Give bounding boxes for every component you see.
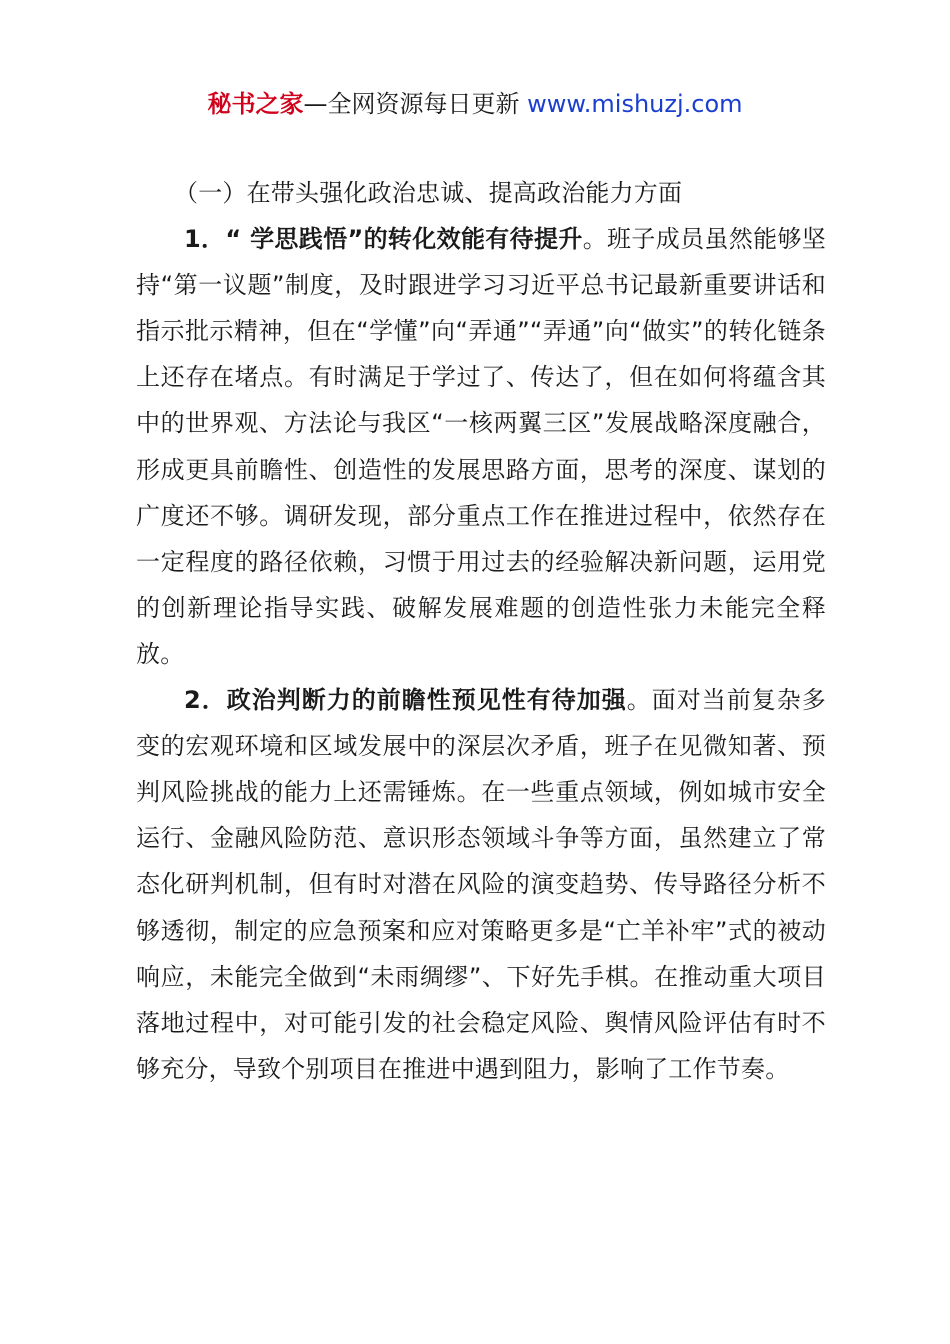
site-url-link[interactable]: www.mishuzj.com: [527, 90, 743, 118]
section-heading: （一）在带头强化政治忠诚、提高政治能力方面: [174, 179, 683, 207]
paragraph-2-body: 。面对当前复杂多变的宏观环境和区域发展中的深层次矛盾，班子在见微知著、预判风险挑战的能力上还需锤炼。在一些重点领域，例如城市安全运行、金融风险防范、意识形态领域斗争等方面，虽然建立了常态化研判机制，但有时对潜在风险的演变趋势、传导路径分析不够透彻，制定的应急预案和应对策略更多是“亡羊补牢”式的被动响应，未能完全做到“未雨绸缪”、下好先手棋。在推动重大项目落地过程中，对可能引发的社会稳定风险、舆情风险评估有时不够充分，导致个别项目在推进中遇到阻力，影响了工作节奏。: [136, 686, 826, 1083]
brand-name: 秘书之家: [207, 90, 304, 118]
paragraph-1-lead: 1．“ 学思践悟”的转化效能有待提升: [184, 225, 583, 254]
paragraph-1: [136, 216, 826, 677]
paragraph-2-lead: 2．政治判断力的前瞻性预见性有待加强: [184, 686, 627, 715]
document-body: [136, 170, 826, 1092]
paragraph-1-body: 。班子成员虽然能够坚持“第一议题”制度，及时跟进学习习近平总书记最新重要讲话和指示批示精神，但在“学懂”向“弄通”“弄通”向“做实”的转化链条上还存在堵点。有时满足于学过了、传达了，但在如何将蕴含其中的世界观、方法论与我区“一核两翼三区”发展战略深度融合，形成更具前瞻性、创造性的发展思路方面，思考的深度、谋划的广度还不够。调研发现，部分重点工作在推进过程中，依然存在一定程度的路径依赖，习惯于用过去的经验解决新问题，运用党的创新理论指导实践、破解发展难题的创造性张力未能完全释放。: [136, 225, 827, 668]
site-banner: [0, 86, 950, 122]
paragraph-2: [136, 677, 826, 1092]
banner-tagline: —全网资源每日更新: [303, 90, 528, 118]
